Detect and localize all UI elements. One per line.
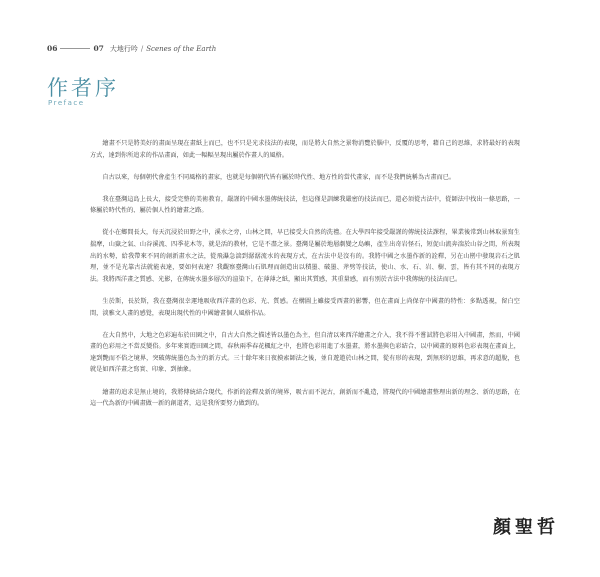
paragraph: 繪畫的追求是無止境的，我將傳統結合現代，作新的詮釋及新的境界，吸古而不泥古，創新而不亂造，將現代的中國繪畫整理出新的理念、新的思路，在這一代為新的中國畫做一新的創道者，這是我所要努力做到的。 — [90, 388, 520, 408]
paragraph: 自古以來，每個朝代會產生不同風格的畫家，也就是每個朝代皆有屬於時代性、地方性的當代畫家，而不是我們統稱為古畫而已。 — [102, 173, 456, 181]
header-rule — [60, 48, 90, 49]
paragraph: 繪畫不只是將美好的畫面呈現在畫紙上而已，也不只是光求技法的表現，而是將大自然之景物消覽於腦中，反覆的思考，藉自己的思維，求將最好的表現方式，達到你所追求的作品畫面，如此一幅幅呈現出屬於作畫人的風格。 — [90, 140, 520, 159]
paragraph: 生於斯，長於斯，我在臺灣很幸運地吸收西洋畫的色彩、光、質感。在構圖上雖接受西畫的影響，但在畫面上尚保存中國畫的特性：多點透視，留白空間，淡雅文人畫的感覺，表現出現代性的中國繪畫個人風格作品。 — [90, 297, 520, 317]
page-subtitle: Preface — [48, 99, 85, 107]
paragraph: 從小在鄉間長大，每天沉浸於田野之中，溪水之旁，山林之間，早已接受大自然的洗禮。在大學四年接受嚴謹的傳統技法課程，畢業後常到山林取景寫生揣摩，山嶽之氣、山谷溪流、四季花木等，就是活的教材，它是不盡之景。臺灣是屬於地層劇變之島嶼，產生出奇岩怪石，短促山流奔湍於山谷之間，所表現出的水勢，給我帶來不同的創新畫水之法，從飛瀑急湍到潺潺流水的表現方式，在古法中是沒有的。我將中國之水墨作新的詮釋，另在山巒中發現岩石之肌理，並不是光靠古法就能表達，要如何表達？我觀察臺灣山石肌理而創造出以積墨、破墨、斧劈等技法，使山、水、石、岩、樹、雲，皆有其不同的表現方法。我將西洋畫之質感、光影，在傳統水墨多層次的渲染下，在薄薄之紙，顯出其質感，其重量感，而有別於古法中我傳統的技法而已。 — [90, 229, 520, 283]
page-title: 作者序 — [47, 76, 119, 100]
page-number-right: 07 — [93, 44, 104, 53]
book-title: 大地行吟 — [109, 45, 138, 53]
author-signature: 顏聖哲 — [493, 517, 559, 538]
page-number-left: 06 — [47, 44, 58, 53]
header-separator: / — [140, 45, 144, 53]
book-title-en: Scenes of the Earth — [146, 45, 217, 53]
paragraph: 我在臺灣這島上長大，接受完整的美術教育，嚴謹的中國水墨傳統技法，但這僅是訓練我嚴密的技法而已，還必須從古法中，從師法中找出一條思路，一條屬於時代性的、屬於個人性的繪畫之路。 — [90, 195, 520, 215]
paragraph: 在大自然中，大地之色彩遍布於田園之中，自古大自然之描述皆以墨色為主，但自清以來西洋繪畫之介入，我不得不嘗試將色彩用入中國畫，然而，中國畫的色彩用之不當反變俗。多年來實遊田園之間，春秋兩季春花楓紅之中，也將色彩用進了水墨畫，將水墨與色彩結合，以中國畫的原料色彩表現在畫面上，達到艷而不俗之境界，突破傳統墨色為主的新方式。三十餘年來日夜摸索師法之後，並自遊遨於山林之間，從有形的表現，到無形的思維，再求意的超脫，也就是如西洋畫之寫實、印象、到抽象。 — [90, 331, 520, 374]
preface-body — [90, 138, 520, 420]
running-header — [47, 44, 216, 54]
